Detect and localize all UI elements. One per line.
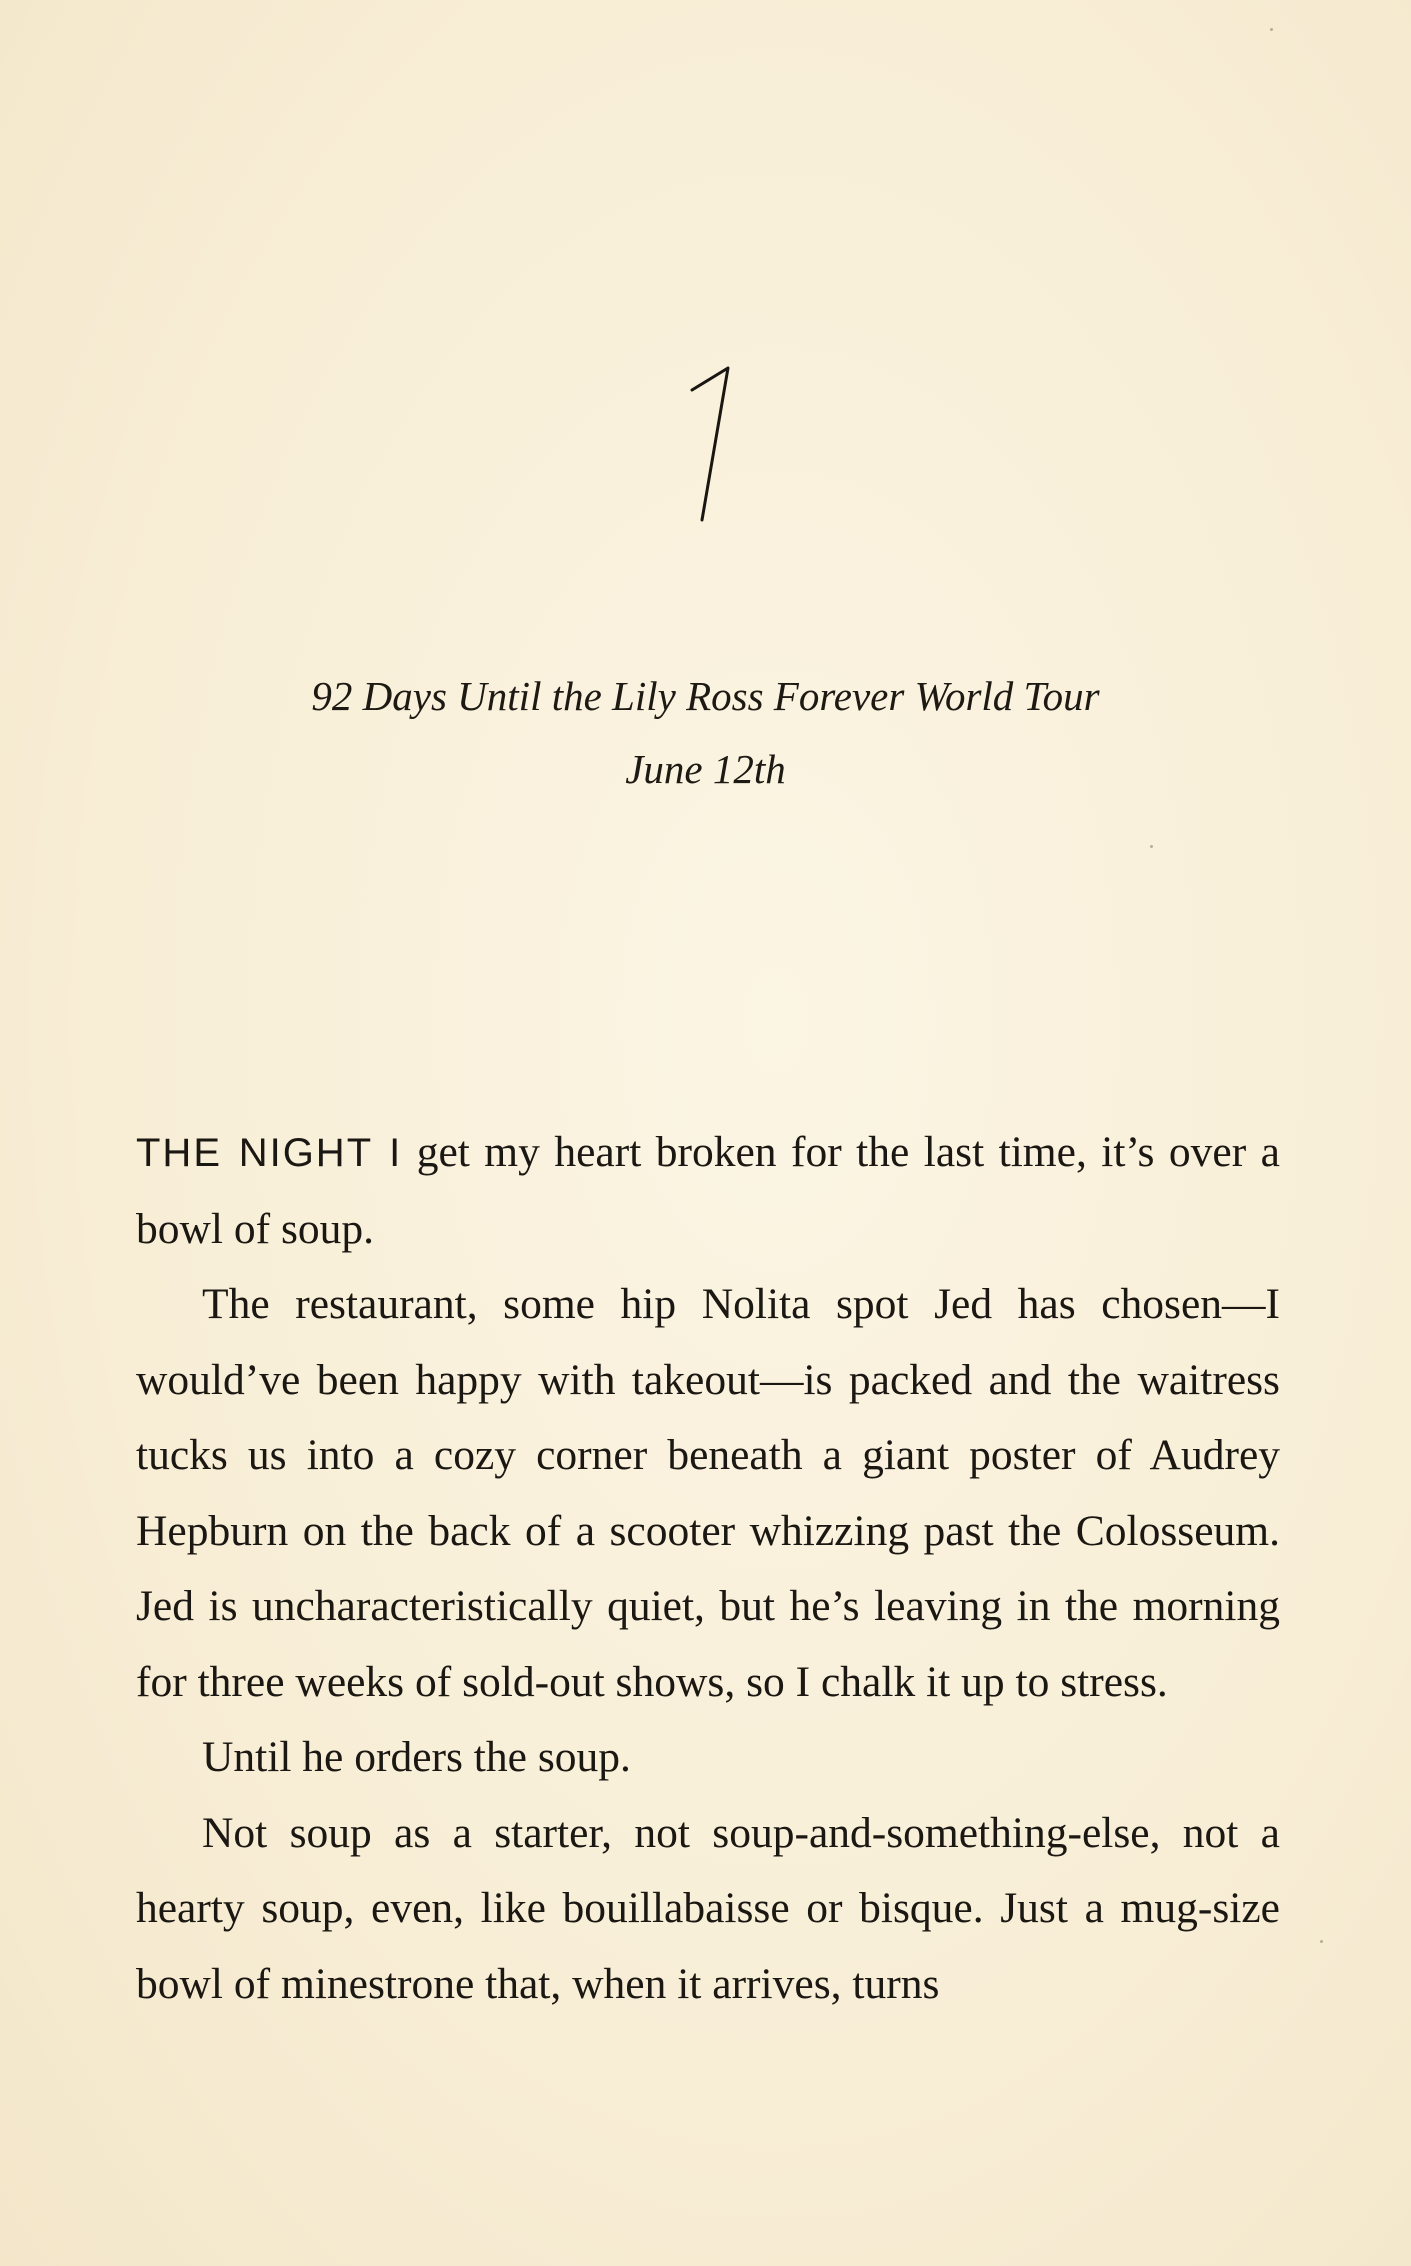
paragraph: Not soup as a starter, not soup-and-something-else, not a hearty soup, even, like bouillabaisse or bisque. Just a mug-size bowl of minestrone that, when it arrives, turns	[136, 1808, 1280, 2008]
chapter-number	[640, 330, 770, 530]
paper-speck	[1320, 1940, 1323, 1943]
opening-smallcaps: THE NIGHT I	[136, 1131, 403, 1175]
paper-speck	[1270, 28, 1273, 31]
chapter-epigraph-countdown: 92 Days Until the Lily Ross Forever World Tour	[311, 673, 1100, 719]
opening-paragraph	[136, 1115, 1280, 1267]
paragraph: The restaurant, some hip Nolita spot Jed has chosen—I would’ve been happy with takeout—is packed and the waitress tucks us into a cozy corner beneath a giant poster of Audrey Hepburn on the back of a scooter whizzing past the Colosseum. Jed is uncharacteristically quiet, but he’s leaving in the morning for three weeks of sold-out shows, so I chalk it up to stress.	[136, 1280, 1280, 1706]
opening-text: get my heart broken for the last time, it’s over a bowl of soup.	[136, 1128, 1280, 1253]
handwritten-one-numeral	[640, 330, 770, 530]
paragraph: Until he orders the soup.	[202, 1733, 631, 1781]
chapter-body	[136, 1115, 1280, 2022]
paper-speck	[1150, 845, 1153, 848]
chapter-epigraph-date: June 12th	[625, 746, 786, 792]
